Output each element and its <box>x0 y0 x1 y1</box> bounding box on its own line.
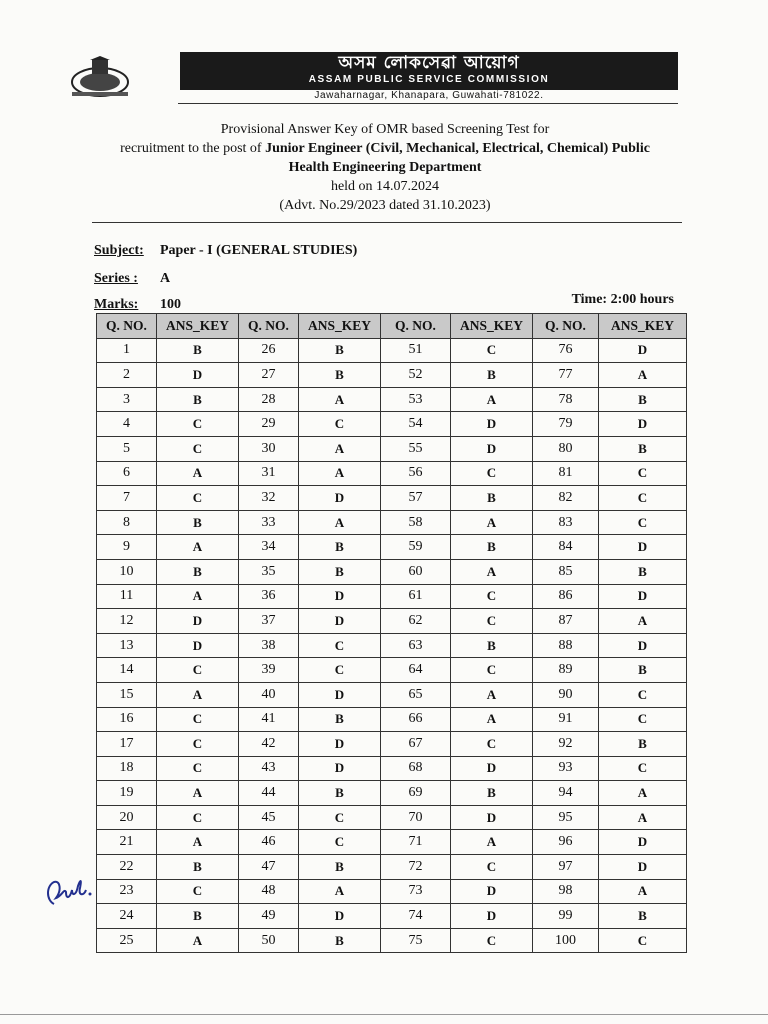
question-number: 93 <box>533 756 599 781</box>
question-number: 40 <box>239 682 299 707</box>
answer-key: A <box>451 707 533 732</box>
table-row <box>97 879 687 904</box>
question-number: 50 <box>239 928 299 953</box>
table-row <box>97 363 687 388</box>
question-number: 84 <box>533 535 599 560</box>
answer-key: D <box>599 535 687 560</box>
header-anskey: ANS_KEY <box>451 314 533 339</box>
answer-key: A <box>299 387 381 412</box>
table-row <box>97 461 687 486</box>
answer-key: A <box>157 928 239 953</box>
question-number: 79 <box>533 412 599 437</box>
question-number: 7 <box>97 486 157 511</box>
question-number: 48 <box>239 879 299 904</box>
answer-key: B <box>299 559 381 584</box>
question-number: 99 <box>533 904 599 929</box>
question-number: 68 <box>381 756 451 781</box>
table-row <box>97 609 687 634</box>
answer-key: C <box>599 707 687 732</box>
answer-key: D <box>599 830 687 855</box>
question-number: 88 <box>533 633 599 658</box>
answer-key: A <box>299 461 381 486</box>
question-number: 41 <box>239 707 299 732</box>
question-number: 14 <box>97 658 157 683</box>
question-number: 27 <box>239 363 299 388</box>
answer-key: B <box>599 658 687 683</box>
answer-key: B <box>599 559 687 584</box>
answer-key: D <box>299 584 381 609</box>
answer-key: A <box>299 879 381 904</box>
answer-key: B <box>451 486 533 511</box>
question-number: 59 <box>381 535 451 560</box>
question-number: 24 <box>97 904 157 929</box>
marks-value: 100 <box>160 297 181 312</box>
question-number: 8 <box>97 510 157 535</box>
page-edge <box>0 1014 768 1015</box>
question-number: 13 <box>97 633 157 658</box>
answer-key: D <box>157 633 239 658</box>
answer-key: C <box>599 461 687 486</box>
answer-key: B <box>599 732 687 757</box>
question-number: 21 <box>97 830 157 855</box>
question-number: 47 <box>239 855 299 880</box>
answer-key: D <box>599 633 687 658</box>
address: Jawaharnagar, Khanapara, Guwahati-781022. <box>314 90 544 101</box>
answer-key: C <box>157 805 239 830</box>
answer-key: C <box>157 732 239 757</box>
question-number: 100 <box>533 928 599 953</box>
table-row <box>97 436 687 461</box>
question-number: 3 <box>97 387 157 412</box>
answer-key: D <box>299 486 381 511</box>
answer-key: D <box>157 363 239 388</box>
question-number: 2 <box>97 363 157 388</box>
question-number: 17 <box>97 732 157 757</box>
question-number: 33 <box>239 510 299 535</box>
question-number: 52 <box>381 363 451 388</box>
question-number: 63 <box>381 633 451 658</box>
marks-row <box>94 297 181 313</box>
answer-key: D <box>157 609 239 634</box>
answer-key: D <box>599 855 687 880</box>
question-number: 51 <box>381 338 451 363</box>
question-number: 65 <box>381 682 451 707</box>
answer-key: C <box>451 461 533 486</box>
answer-key: A <box>451 830 533 855</box>
question-number: 66 <box>381 707 451 732</box>
answer-key: C <box>299 805 381 830</box>
table-row <box>97 510 687 535</box>
question-number: 34 <box>239 535 299 560</box>
answer-key: D <box>451 436 533 461</box>
notice-advt: (Advt. No.29/2023 dated 31.10.2023) <box>279 198 491 213</box>
answer-key: A <box>157 781 239 806</box>
answer-key: D <box>599 584 687 609</box>
table-row <box>97 904 687 929</box>
answer-key: B <box>599 436 687 461</box>
question-number: 75 <box>381 928 451 953</box>
question-number: 80 <box>533 436 599 461</box>
table-row <box>97 928 687 953</box>
header-qno: Q. NO. <box>97 314 157 339</box>
answer-key: B <box>451 363 533 388</box>
question-number: 23 <box>97 879 157 904</box>
answer-key: C <box>599 756 687 781</box>
notice-department: Health Engineering Department <box>288 160 482 175</box>
answer-key: D <box>299 904 381 929</box>
question-number: 61 <box>381 584 451 609</box>
answer-key: C <box>299 658 381 683</box>
question-number: 19 <box>97 781 157 806</box>
question-number: 96 <box>533 830 599 855</box>
letterhead <box>62 46 702 106</box>
question-number: 35 <box>239 559 299 584</box>
answer-key: D <box>451 412 533 437</box>
answer-key: B <box>299 338 381 363</box>
question-number: 12 <box>97 609 157 634</box>
divider <box>92 222 682 223</box>
answer-key: D <box>599 412 687 437</box>
answer-key: B <box>599 387 687 412</box>
question-number: 28 <box>239 387 299 412</box>
divider <box>178 103 678 104</box>
question-number: 31 <box>239 461 299 486</box>
answer-key: C <box>451 584 533 609</box>
header-anskey: ANS_KEY <box>299 314 381 339</box>
answer-key: B <box>451 781 533 806</box>
table-header-row <box>97 314 687 339</box>
answer-key: D <box>451 879 533 904</box>
table-row <box>97 805 687 830</box>
question-number: 87 <box>533 609 599 634</box>
question-number: 49 <box>239 904 299 929</box>
question-number: 77 <box>533 363 599 388</box>
question-number: 54 <box>381 412 451 437</box>
question-number: 94 <box>533 781 599 806</box>
question-number: 37 <box>239 609 299 634</box>
question-number: 9 <box>97 535 157 560</box>
question-number: 16 <box>97 707 157 732</box>
question-number: 15 <box>97 682 157 707</box>
answer-key: A <box>451 510 533 535</box>
answer-key: A <box>451 682 533 707</box>
question-number: 46 <box>239 830 299 855</box>
question-number: 18 <box>97 756 157 781</box>
series-row <box>94 271 171 287</box>
series-value: A <box>160 271 171 286</box>
banner-title-assamese: অসম লোকসেৱা আয়োগ <box>338 53 520 73</box>
notice-title <box>40 120 730 215</box>
table-row <box>97 855 687 880</box>
question-number: 92 <box>533 732 599 757</box>
question-number: 85 <box>533 559 599 584</box>
table-row <box>97 559 687 584</box>
table-row <box>97 781 687 806</box>
table-row <box>97 387 687 412</box>
answer-key: B <box>451 535 533 560</box>
banner-title-english: ASSAM PUBLIC SERVICE COMMISSION <box>308 74 550 85</box>
header-qno: Q. NO. <box>533 314 599 339</box>
answer-key: B <box>299 363 381 388</box>
question-number: 81 <box>533 461 599 486</box>
answer-key: C <box>157 707 239 732</box>
question-number: 97 <box>533 855 599 880</box>
question-number: 86 <box>533 584 599 609</box>
answer-key: A <box>599 781 687 806</box>
answer-key: A <box>451 387 533 412</box>
answer-key: C <box>599 510 687 535</box>
question-number: 78 <box>533 387 599 412</box>
question-number: 45 <box>239 805 299 830</box>
question-number: 38 <box>239 633 299 658</box>
answer-key: B <box>157 338 239 363</box>
answer-key: D <box>599 338 687 363</box>
answer-key: D <box>451 805 533 830</box>
answer-key: B <box>157 559 239 584</box>
question-number: 5 <box>97 436 157 461</box>
answer-key: A <box>157 584 239 609</box>
question-number: 90 <box>533 682 599 707</box>
answer-key: C <box>157 879 239 904</box>
answer-key: C <box>157 658 239 683</box>
answer-key: D <box>299 756 381 781</box>
table-row <box>97 535 687 560</box>
notice-line-3 <box>40 158 730 177</box>
question-number: 20 <box>97 805 157 830</box>
answer-key: D <box>451 756 533 781</box>
commission-banner <box>180 52 678 90</box>
answer-key: A <box>299 510 381 535</box>
series-label: Series : <box>94 271 138 286</box>
question-number: 60 <box>381 559 451 584</box>
table-row <box>97 412 687 437</box>
table-row <box>97 633 687 658</box>
header-anskey: ANS_KEY <box>157 314 239 339</box>
question-number: 62 <box>381 609 451 634</box>
table-row <box>97 830 687 855</box>
answer-key: D <box>299 732 381 757</box>
answer-key: A <box>599 879 687 904</box>
marks-label: Marks: <box>94 297 139 312</box>
answer-key: B <box>157 855 239 880</box>
answer-key: C <box>451 732 533 757</box>
question-number: 71 <box>381 830 451 855</box>
subject-value: Paper - I (GENERAL STUDIES) <box>160 243 358 258</box>
time-duration: Time: 2:00 hours <box>571 292 674 307</box>
question-number: 39 <box>239 658 299 683</box>
subject-row <box>94 243 358 259</box>
question-number: 70 <box>381 805 451 830</box>
answer-key: B <box>157 904 239 929</box>
notice-line-1: Provisional Answer Key of OMR based Screening Test for <box>220 122 550 137</box>
answer-key: A <box>599 609 687 634</box>
answer-key: C <box>451 658 533 683</box>
answer-key: C <box>451 855 533 880</box>
answer-key: C <box>157 486 239 511</box>
answer-key: D <box>451 904 533 929</box>
question-number: 26 <box>239 338 299 363</box>
question-number: 4 <box>97 412 157 437</box>
assam-emblem-icon <box>66 56 136 100</box>
question-number: 6 <box>97 461 157 486</box>
table-row <box>97 584 687 609</box>
answer-key: C <box>299 830 381 855</box>
question-number: 83 <box>533 510 599 535</box>
table-row <box>97 658 687 683</box>
answer-key: C <box>157 756 239 781</box>
table-row <box>97 682 687 707</box>
table-row <box>97 732 687 757</box>
question-number: 57 <box>381 486 451 511</box>
question-number: 56 <box>381 461 451 486</box>
notice-line-2 <box>40 139 730 158</box>
question-number: 25 <box>97 928 157 953</box>
question-number: 1 <box>97 338 157 363</box>
answer-key: B <box>157 387 239 412</box>
answer-key: D <box>299 609 381 634</box>
answer-key: B <box>299 855 381 880</box>
answer-key: A <box>599 805 687 830</box>
answer-key: B <box>451 633 533 658</box>
question-number: 44 <box>239 781 299 806</box>
answer-key: A <box>157 682 239 707</box>
table-row <box>97 486 687 511</box>
answer-key: A <box>157 461 239 486</box>
question-number: 53 <box>381 387 451 412</box>
answer-key: D <box>299 682 381 707</box>
answer-key: B <box>299 928 381 953</box>
answer-key: C <box>451 928 533 953</box>
answer-key: C <box>451 338 533 363</box>
header-qno: Q. NO. <box>239 314 299 339</box>
notice-date: held on 14.07.2024 <box>330 179 440 194</box>
question-number: 98 <box>533 879 599 904</box>
question-number: 32 <box>239 486 299 511</box>
answer-key: C <box>599 486 687 511</box>
question-number: 82 <box>533 486 599 511</box>
question-number: 43 <box>239 756 299 781</box>
answer-key: C <box>299 412 381 437</box>
question-number: 89 <box>533 658 599 683</box>
question-number: 72 <box>381 855 451 880</box>
question-number: 64 <box>381 658 451 683</box>
question-number: 95 <box>533 805 599 830</box>
question-number: 11 <box>97 584 157 609</box>
header-qno: Q. NO. <box>381 314 451 339</box>
answer-key: B <box>299 707 381 732</box>
question-number: 74 <box>381 904 451 929</box>
answer-key: C <box>599 928 687 953</box>
answer-key: B <box>299 781 381 806</box>
answer-key: A <box>299 436 381 461</box>
answer-key: A <box>599 363 687 388</box>
question-number: 10 <box>97 559 157 584</box>
answer-key: C <box>599 682 687 707</box>
answer-key: C <box>157 412 239 437</box>
question-number: 29 <box>239 412 299 437</box>
answer-key: B <box>599 904 687 929</box>
answer-key: C <box>451 609 533 634</box>
answer-key-table <box>96 313 687 953</box>
question-number: 67 <box>381 732 451 757</box>
question-number: 76 <box>533 338 599 363</box>
question-number: 55 <box>381 436 451 461</box>
answer-key: A <box>157 830 239 855</box>
handwritten-signature <box>40 860 96 920</box>
answer-key: B <box>299 535 381 560</box>
notice-post-name: Junior Engineer (Civil, Mechanical, Electrical, Chemical) Public <box>265 141 650 156</box>
question-number: 30 <box>239 436 299 461</box>
question-number: 42 <box>239 732 299 757</box>
subject-label: Subject: <box>94 243 144 258</box>
table-row <box>97 756 687 781</box>
answer-key: B <box>157 510 239 535</box>
question-number: 22 <box>97 855 157 880</box>
table-row <box>97 707 687 732</box>
table-row <box>97 338 687 363</box>
answer-key: A <box>157 535 239 560</box>
answer-key: C <box>157 436 239 461</box>
question-number: 69 <box>381 781 451 806</box>
answer-key: C <box>299 633 381 658</box>
question-number: 58 <box>381 510 451 535</box>
question-number: 91 <box>533 707 599 732</box>
table-body <box>97 338 687 953</box>
notice-line-2-text: recruitment to the post of <box>120 141 266 156</box>
question-number: 73 <box>381 879 451 904</box>
question-number: 36 <box>239 584 299 609</box>
answer-key: A <box>451 559 533 584</box>
header-anskey: ANS_KEY <box>599 314 687 339</box>
